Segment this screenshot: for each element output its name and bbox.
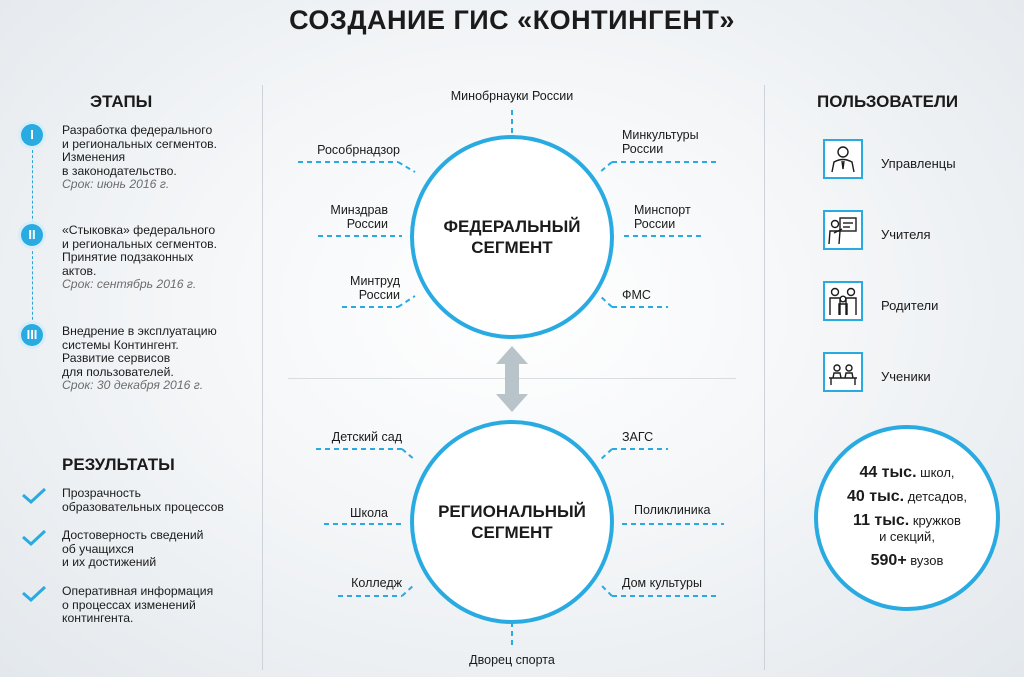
results-heading: РЕЗУЛЬТАТЫ xyxy=(62,455,175,474)
students-icon xyxy=(823,352,863,392)
org-regional-left-1-line-1: Детский сад xyxy=(331,430,402,444)
org-federal-right-1-line-1: Минкультуры xyxy=(622,128,699,142)
result-2-line-1: Достоверность сведений xyxy=(62,528,204,542)
org-regional-left-3 xyxy=(300,576,402,590)
stats-list xyxy=(847,465,967,569)
stage-3-line-1: Внедрение в эксплуатацию xyxy=(62,324,217,338)
org-federal-right-1 xyxy=(622,128,732,156)
stage-3-line-3: Развитие сервисов xyxy=(62,351,171,366)
stat-universities-text: вузов xyxy=(906,553,944,568)
stat-kindergartens xyxy=(847,489,967,505)
stat-schools xyxy=(847,465,967,481)
stage-1-term: Срок: июнь 2016 г. xyxy=(62,177,170,192)
result-3-line-1: Оперативная информация xyxy=(62,584,214,598)
stat-universities-number: 590+ xyxy=(870,552,907,569)
stage-3-line-4: для пользователей. xyxy=(62,364,174,379)
federal-segment-circle xyxy=(410,135,614,339)
org-federal-right-2 xyxy=(634,203,734,231)
stat-kindergartens-number: 40 тыс. xyxy=(847,488,905,505)
teacher-icon xyxy=(823,210,863,250)
result-2-line-3: и их достижений xyxy=(62,555,157,570)
manager-icon xyxy=(823,139,863,179)
result-2-line-2: об учащихся xyxy=(62,541,134,556)
stage-2-line-2: и региональных сегментов. xyxy=(62,236,218,251)
stats-circle xyxy=(814,425,1000,611)
org-regional-left-1 xyxy=(300,430,402,444)
user-label-parents: Родители xyxy=(881,298,939,313)
stat-schools-text: школ, xyxy=(916,465,955,480)
org-bottom: Дворец спорта xyxy=(469,653,555,667)
regional-segment-circle xyxy=(410,420,614,624)
result-1-line-1: Прозрачность xyxy=(62,486,141,500)
page-title: СОЗДАНИЕ ГИС «КОНТИНГЕНТ» xyxy=(289,5,735,35)
org-federal-left-1-line-1: Рособрнадзор xyxy=(317,143,400,157)
stage-1-line-3: Изменения xyxy=(62,150,126,165)
org-regional-right-3 xyxy=(622,576,742,590)
parents-icon xyxy=(823,281,863,321)
stat-universities xyxy=(847,553,967,569)
result-1-line-2: образовательных процессов xyxy=(62,499,224,514)
org-regional-left-2 xyxy=(300,506,388,520)
stat-clubs-text: кружков xyxy=(909,513,961,528)
stage-1-line-4: в законодательство. xyxy=(62,163,177,178)
org-federal-left-2-line-1: Минздрав xyxy=(330,203,388,217)
federal-label-line-1: ФЕДЕРАЛЬНЫЙ xyxy=(443,217,581,236)
org-federal-left-3-line-1: Минтруд xyxy=(350,274,400,288)
stage-2-term: Срок: сентябрь 2016 г. xyxy=(62,277,197,292)
stages-heading: ЭТАПЫ xyxy=(90,92,153,111)
org-regional-left-2-line-1: Школа xyxy=(350,506,388,520)
org-regional-left-3-line-1: Колледж xyxy=(351,576,402,590)
result-3-line-2: о процессах изменений xyxy=(62,597,196,612)
stage-2-line-4: актов. xyxy=(62,263,97,278)
stage-3-line-2: системы Контингент. xyxy=(62,337,179,352)
stat-clubs-number: 11 тыс. xyxy=(853,512,910,529)
stage-badge-3: III xyxy=(21,324,43,346)
org-regional-right-2-line-1: Поликлиника xyxy=(634,503,711,517)
org-federal-right-3 xyxy=(622,288,702,302)
stat-clubs-text-2: и секций, xyxy=(879,529,935,544)
org-regional-right-1 xyxy=(622,430,712,444)
federal-label-line-2: СЕГМЕНТ xyxy=(471,238,553,257)
stage-1-line-1: Разработка федерального xyxy=(62,123,213,137)
org-regional-right-2 xyxy=(634,503,744,517)
org-federal-right-3-line-1: ФМС xyxy=(622,288,651,302)
stage-2-line-3: Принятие подзаконных xyxy=(62,250,194,265)
regional-label-line-2: СЕГМЕНТ xyxy=(471,523,553,542)
stage-1-line-2: и региональных сегментов. xyxy=(62,136,218,151)
user-label-managers: Управленцы xyxy=(881,156,956,171)
result-3-line-3: контингента. xyxy=(62,611,134,626)
org-regional-right-3-line-1: Дом культуры xyxy=(622,576,702,590)
stat-kindergartens-text: детсадов, xyxy=(904,489,967,504)
user-label-teachers: Учителя xyxy=(881,227,931,242)
federal-segment-label xyxy=(444,216,581,258)
stat-schools-number: 44 тыс. xyxy=(859,464,917,481)
org-federal-left-2-line-2: России xyxy=(346,217,388,231)
user-label-students: Ученики xyxy=(881,369,931,384)
users-heading: ПОЛЬЗОВАТЕЛИ xyxy=(817,92,959,111)
org-federal-left-1 xyxy=(302,143,400,157)
regional-segment-label xyxy=(438,501,586,543)
org-federal-right-2-line-2: России xyxy=(634,217,676,231)
stage-badge-1: I xyxy=(21,124,43,146)
org-federal-left-3-line-2: России xyxy=(358,288,400,302)
stage-badge-2: II xyxy=(21,224,43,246)
org-federal-left-2 xyxy=(302,203,388,231)
org-federal-left-3 xyxy=(302,274,400,302)
org-federal-right-1-line-2: России xyxy=(622,142,664,156)
stage-2-line-1: «Стыковка» федерального xyxy=(62,223,216,237)
stage-3-term: Срок: 30 декабря 2016 г. xyxy=(62,378,204,393)
regional-label-line-1: РЕГИОНАЛЬНЫЙ xyxy=(438,502,586,521)
org-regional-right-1-line-1: ЗАГС xyxy=(622,430,654,444)
org-top: Минобрнауки России xyxy=(450,89,574,103)
org-federal-right-2-line-1: Минспорт xyxy=(634,203,691,217)
stat-clubs xyxy=(847,513,967,545)
